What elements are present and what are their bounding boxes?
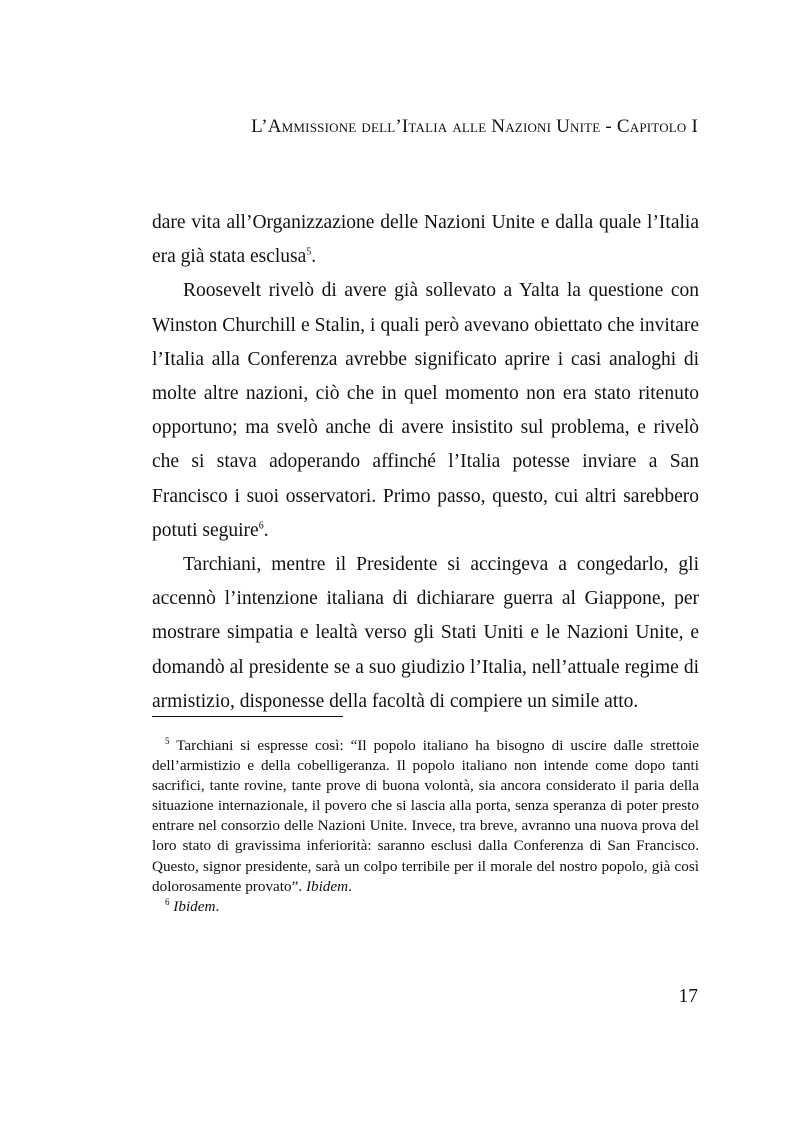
footnote-5-number: 5 — [165, 735, 170, 746]
footnote-separator — [152, 716, 343, 717]
main-text — [152, 206, 699, 719]
paragraph-3: Tarchiani, mentre il Presidente si accingeva a congedarlo, gli accennò l’intenzione italiana di dichiarare guerra al Giappone, per mostrare simpatia e lealtà verso gli Stati Uniti e le Nazioni Unite, e domandò al presidente se a suo giudizio l’Italia, nell’attuale regime di armistizio, disponesse della facoltà di compiere un simile atto. — [152, 554, 699, 712]
footnote-ref-5[interactable]: 5 — [306, 246, 312, 258]
paragraph-2-text: Roosevelt rivelò di avere già sollevato a Yalta la questione con Winston Churchill e Stalin, i quali però avevano obiettato che invitare l’Italia alla Conferenza avrebbe significato aprire i casi analoghi di molte altre nazioni, ciò che in quel momento non era stato ritenuto opportuno; ma svelò anche di avere insistito sul problema, e rivelò che si stava adoperando affinché l’Italia potesse inviare a San Francisco i suoi osservatori. Primo passo, questo, cui altri sarebbero potuti seguire — [152, 280, 699, 541]
paragraph-2 — [152, 274, 699, 548]
paragraph-1-end: . — [311, 246, 317, 268]
footnote-5-text: Tarchiani si espresse così: “Il popolo italiano ha bisogno di uscire dalle strettoie dell’armistizio e della cobelligeranza. Il popolo italiano non intende come dopo tanti sacrifici, tante rovine, tante prove di buona volontà, sia ancora considerato il paria della situazione internazionale, il povero che si lascia alla porta, senza speranza di poter presto entrare nel consorzio delle Nazioni Unite. Invece, tra breve, avranno una nuova prova del loro stato di gravissima inferiorità: saranno esclusi dalla Conferenza di San Francisco. Questo, signor presidente, sarà un colpo terribile per il morale del nostro popolo, già così dolorosamente provato”. — [152, 737, 699, 895]
footnote-6-end: . — [215, 897, 220, 915]
footnote-6-number: 6 — [165, 896, 170, 907]
footnote-5 — [152, 736, 699, 897]
footnote-6 — [152, 897, 699, 917]
footnote-6-source: Ibidem — [173, 897, 216, 915]
page-number: 17 — [678, 986, 698, 1007]
footnotes — [152, 736, 699, 917]
running-header: L’Ammissione dell’Italia alle Nazioni Unite - Capitolo I — [251, 116, 698, 137]
footnote-5-end: . — [348, 877, 352, 895]
paragraph-2-end: . — [263, 519, 269, 541]
paragraph-1-text: dare vita all’Organizzazione delle Nazioni Unite e dalla quale l’Italia era già stata esclusa — [152, 212, 699, 268]
paragraph-1 — [152, 206, 699, 274]
footnote-ref-6[interactable]: 6 — [258, 520, 264, 532]
footnote-5-source: Ibidem — [305, 877, 349, 895]
